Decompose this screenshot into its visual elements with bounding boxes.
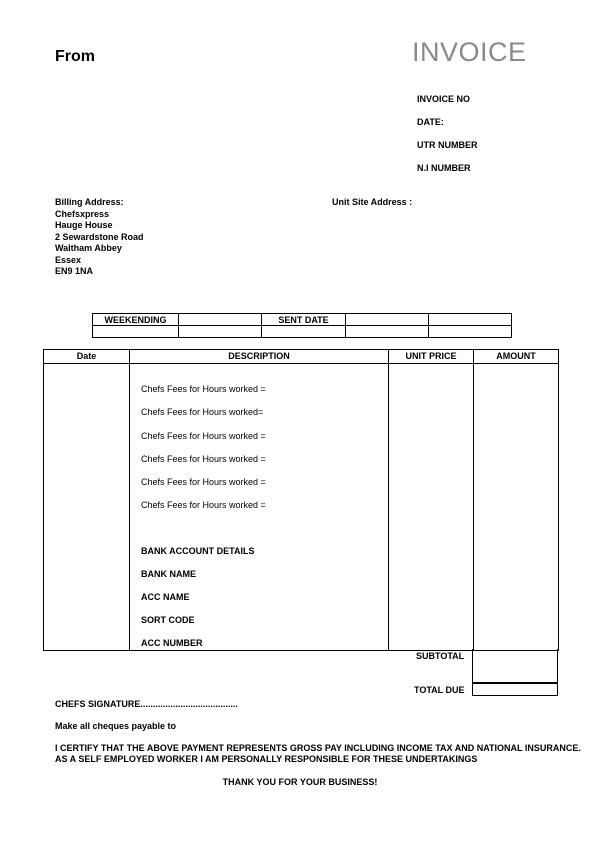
weekending-label: WEEKENDING (93, 314, 179, 326)
certification-text (55, 743, 581, 765)
billing-line: Waltham Abbey (55, 243, 122, 253)
chefs-fees-row: Chefs Fees for Hours worked = (141, 384, 266, 394)
blank-cell (429, 314, 512, 326)
chefs-signature-line: CHEFS SIGNATURE....................................... (55, 699, 238, 709)
invoice-items-table (43, 349, 559, 651)
subtotal-label: SUBTOTAL (416, 651, 465, 661)
unit-price-header: UNIT PRICE (405, 351, 457, 361)
blank-cell (429, 326, 512, 338)
chefs-fees-row: Chefs Fees for Hours worked = (141, 500, 266, 510)
billing-line: EN9 1NA (55, 266, 94, 276)
invoice-title: INVOICE (412, 37, 527, 67)
amount-header: AMOUNT (496, 351, 536, 361)
blank-cell (262, 326, 346, 338)
date-label: DATE: (417, 117, 444, 127)
description-header: DESCRIPTION (228, 351, 290, 361)
sent-date-label: SENT DATE (262, 314, 346, 326)
bank-name-label: BANK NAME (141, 569, 196, 579)
from-label: From (55, 48, 95, 65)
total-due-label: TOTAL DUE (414, 685, 465, 695)
weekending-value-cell[interactable] (179, 314, 262, 326)
billing-address-label: Billing Address: (55, 197, 124, 207)
blank-cell (179, 326, 262, 338)
total-due-value-cell[interactable] (472, 683, 558, 696)
sent-date-value-cell[interactable] (346, 314, 429, 326)
acc-name-label: ACC NAME (141, 592, 190, 602)
bank-account-details-label: BANK ACCOUNT DETAILS (141, 546, 255, 556)
chefs-fees-row: Chefs Fees for Hours worked = (141, 431, 266, 441)
utr-number-label: UTR NUMBER (417, 140, 478, 150)
certification-line-1: I CERTIFY THAT THE ABOVE PAYMENT REPRESENTS GROSS PAY INCLUDING INCOME TAX AND NATIONAL INSURANCE. (55, 743, 581, 753)
billing-line: Essex (55, 254, 82, 265)
column-divider (388, 350, 389, 650)
chefs-fees-row: Chefs Fees for Hours worked = (141, 477, 266, 487)
unit-site-address-label: Unit Site Address : (332, 197, 413, 207)
billing-line: Chefsxpress (55, 208, 110, 219)
cheques-payable-text: Make all cheques payable to (55, 721, 177, 731)
column-divider (473, 350, 474, 650)
subtotal-value-cell[interactable] (472, 649, 558, 683)
billing-address (55, 197, 144, 278)
column-divider (129, 350, 130, 650)
billing-line: 2 Sewardstone Road (55, 231, 144, 242)
blank-cell (93, 326, 179, 338)
invoice-no-label: INVOICE NO (417, 94, 471, 104)
ni-number-label: N.I NUMBER (417, 163, 471, 173)
thank-you-text: THANK YOU FOR YOUR BUSINESS! (222, 777, 378, 787)
blank-cell (346, 326, 429, 338)
chefs-fees-row: Chefs Fees for Hours worked= (141, 407, 264, 417)
certification-line-2: AS A SELF EMPLOYED WORKER I AM PERSONALLY RESPONSIBLE FOR THESE UNDERTAKINGS (55, 754, 478, 764)
date-header: Date (76, 351, 97, 361)
billing-line: Hauge House (55, 220, 113, 230)
weekending-table (92, 313, 512, 338)
sort-code-label: SORT CODE (141, 615, 195, 625)
acc-number-label: ACC NUMBER (141, 638, 203, 648)
chefs-fees-row: Chefs Fees for Hours worked = (141, 454, 266, 464)
header-divider (44, 363, 558, 364)
